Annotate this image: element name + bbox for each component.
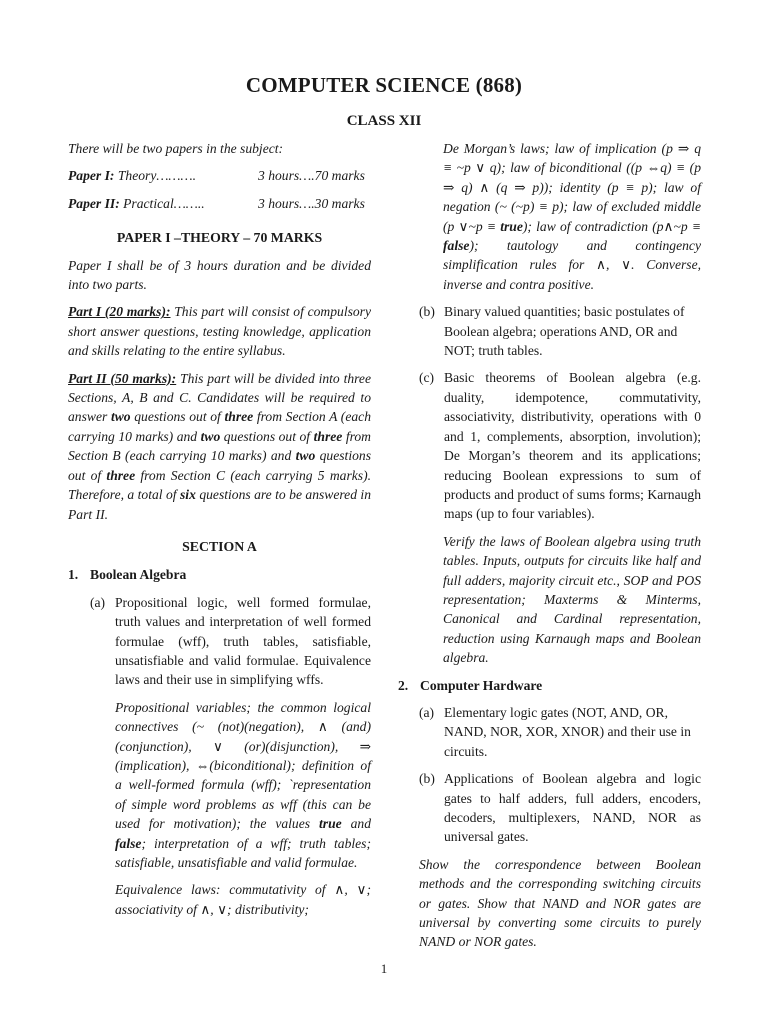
item-b-label: (b) (419, 304, 435, 320)
part-2-text: from Section B (each carrying 10 marks) and (68, 428, 371, 464)
show-notes: Show the correspondence between Boolean methods and the corresponding switching circuits or gates. Show that NAND and NOR gates are universal by converting some circuits to purely NAND or NOR gates. (419, 856, 701, 950)
part-1-text: This part will consist of compulsory short answer questions, testing knowledge, application and skills relating to the entire syllabus. (68, 304, 372, 359)
class-subtitle: CLASS XII (346, 113, 422, 129)
hardware-item-b-text: Applications of Boolean algebra and logic gates to half adders, full adders, encoders, decoders, multiplexers, NAND, NOR as universal gates. (444, 771, 701, 845)
paper-description: Paper I shall be of 3 hours duration and be divided into two parts. (68, 257, 371, 293)
emph-three: three (224, 409, 254, 425)
item-b-text: Binary valued quantities; basic postulates of Boolean algebra; operations AND, OR and NOT; truth tables. (444, 304, 685, 359)
item-b (419, 302, 701, 360)
hardware-item-b-label: (b) (419, 771, 435, 787)
hardware-item-b (419, 769, 701, 847)
emph-false: false (115, 835, 142, 851)
item-c-text: Basic theorems of Boolean algebra (e.g. duality, idempotence, commutativity, associativity, distributivity, operations with 0 and 1, complements, absorption, involution); De Morgan’s theorem and its applications; reducing Boolean expressions to sum of products and product of sums forms; Karnaugh maps (up to four variables). (444, 370, 701, 522)
hardware-item-a-text: Elementary logic gates (NOT, AND, OR, NAND, NOR, XOR, XNOR) and their use in circuits. (444, 704, 691, 759)
emph-two: two (295, 448, 316, 464)
item-a-label: (a) (90, 594, 106, 610)
emph-true: true (500, 218, 523, 234)
demorgan-text: ); law of contradiction (p∧~p ≡ (522, 218, 701, 234)
demorgan-text: ); tautology and contingency simplification rules for ∧, ∨. Converse, inverse and contra positive. (443, 238, 701, 292)
topic-2-heading (398, 676, 701, 695)
paper-2-time: 3 hours….30 marks (258, 195, 365, 211)
verify-notes: Verify the laws of Boolean algebra using truth tables. Inputs, outputs for circuits like half and full adders, majority circuit etc., SOP and POS representation; Maxterms & Minterms, Canonical and Cardinal representation, reduction using Karnaugh maps and Boolean algebra. (443, 533, 701, 666)
paper-2-kind: Practical…….. (119, 195, 205, 211)
part-2-text: questions out of (130, 409, 225, 425)
part-1-label: Part I (20 marks): (68, 304, 171, 320)
part-2-label: Part II (50 marks): (68, 370, 177, 386)
item-c-label: (c) (419, 370, 435, 386)
topic-1-number: 1. (68, 567, 79, 583)
part-2-text: from Section C (each carrying 5 marks). Therefore, a total of (68, 467, 371, 503)
part-1-paragraph (68, 302, 371, 360)
topic-1-heading (68, 565, 371, 584)
part-2-paragraph (68, 369, 371, 524)
right-column (398, 139, 701, 952)
part-2-text: questions out of (220, 428, 314, 444)
item-a (90, 593, 371, 690)
theory-heading: PAPER I –THEORY – 70 MARKS (116, 230, 323, 246)
topic-2-number: 2. (398, 677, 409, 693)
hardware-item-a-label: (a) (419, 704, 435, 720)
demorgan-notes (443, 139, 701, 294)
paper-2-row (68, 194, 371, 213)
emph-true: true (319, 816, 342, 832)
hardware-item-a (419, 703, 701, 761)
part-2-text: from Section A (each carrying 10 marks) and (68, 409, 371, 444)
item-c (419, 368, 701, 523)
topic-1-title: Boolean Algebra (90, 567, 187, 583)
part-2-text: questions out of (68, 448, 371, 483)
emph-six: six (180, 487, 196, 503)
left-column (68, 139, 371, 919)
demorgan-text: De Morgan’s laws; law of implication (p ⇒ q ≡ ~p ∨ q); law of biconditional ((p ⇔q) ≡ (p ⇒ q) ∧ (q ⇒ p)); identity (p ≡ p); law of negation (~ (~p) ≡ p); law of excluded middle (p ∨~p ≡ (443, 141, 701, 234)
propositional-notes (115, 698, 371, 873)
page-title: COMPUTER SCIENCE (868) (245, 73, 523, 97)
paper-1-label: Paper I: (68, 168, 115, 184)
prop-text: and (341, 816, 371, 832)
topic-2-title: Computer Hardware (420, 677, 543, 693)
part-2-text: questions are to be answered in Part II. (68, 487, 371, 522)
emph-three: three (106, 467, 136, 483)
emph-two: two (200, 428, 221, 444)
emph-two: two (110, 409, 131, 425)
emph-three: three (313, 428, 343, 444)
prop-text: ; interpretation of a wff; truth tables; satisfiable, unsatisfiable and valid formulae. (115, 835, 371, 870)
equivalence-notes: Equivalence laws: commutativity of ∧, ∨; associativity of ∧, ∨; distributivity; (115, 882, 371, 917)
paper-2-label: Paper II: (68, 195, 120, 211)
page-number: 1 (380, 961, 388, 976)
item-a-text: Propositional logic, well formed formulae, truth values and interpretation of well formed formulae (wff), truth tables, satisfiable, unsatisfiable and valid formulae. Equivalence laws and their use in simplifying wffs. (115, 594, 371, 688)
paper-1-kind: Theory………. (114, 168, 197, 184)
paper-1-row (68, 166, 371, 185)
part-2-text: This part will be divided into three Sections, A, B and C. Candidates will be required to answer (68, 370, 371, 425)
intro-text: There will be two papers in the subject: (68, 141, 284, 156)
paper-1-time: 3 hours….70 marks (258, 168, 365, 184)
section-a-heading: SECTION A (182, 538, 257, 554)
prop-text: Propositional variables; the common logical connectives (~ (not)(negation), ∧ (and)(conjunction), ∨ (or)(disjunction), ⇒ (implication), ⇔(biconditional); definition of a well-formed formula (wff); `representation of simple word problems as wff (this can be used for motivation); the values (115, 699, 371, 832)
emph-false: false (443, 238, 470, 254)
